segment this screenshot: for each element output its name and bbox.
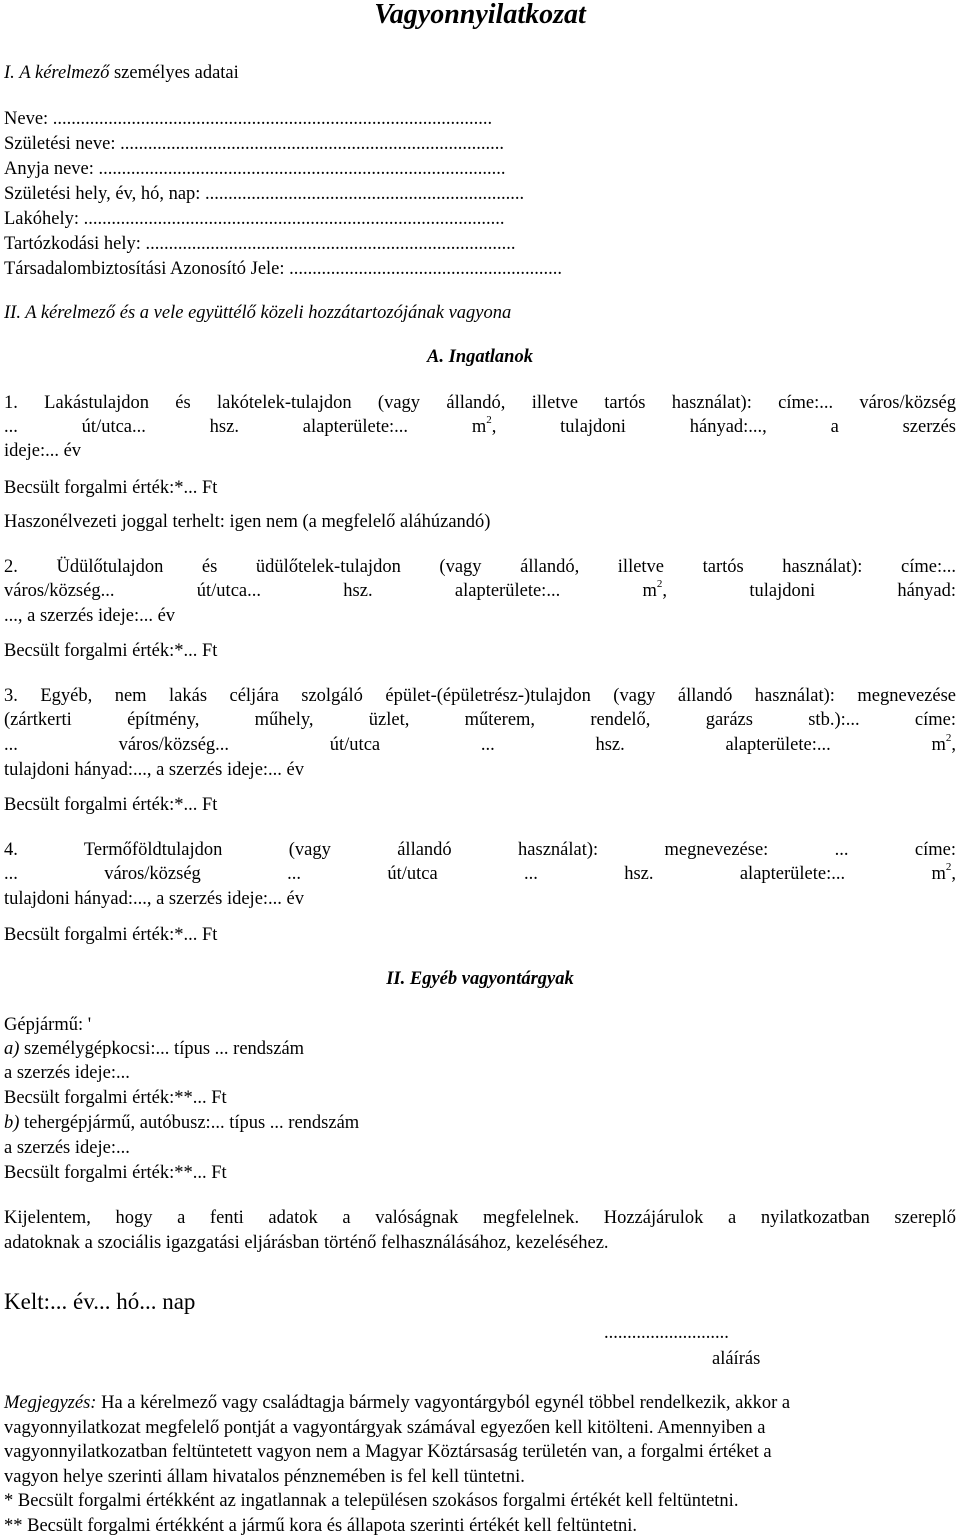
item1-line3: ideje:... év <box>4 441 82 461</box>
kelt-line: Kelt:... év... hó... nap <box>4 1289 196 1314</box>
field-name: Neve: ............................................................................................... <box>4 109 493 129</box>
signature-label: aláírás <box>712 1349 761 1369</box>
item3-value: Becsült forgalmi érték:*... Ft <box>4 795 218 815</box>
item3-line4: tulajdoni hányad:..., a szerzés ideje:... év <box>4 760 305 780</box>
declaration-line1: Kijelentem, hogy a fenti adatok a valóságnak megfelelnek. Hozzájárulok a nyilatkozatban szereplő <box>4 1208 956 1228</box>
truck-value: Becsült forgalmi érték:**... Ft <box>4 1163 227 1183</box>
field-residence: Lakóhely: ........................................................................................... <box>4 209 505 229</box>
subheading-ingatlanok: A. Ingatlanok <box>427 347 533 367</box>
field-birth-name: Születési neve: ................................................................................... <box>4 134 504 154</box>
item4-value: Becsült forgalmi érték:*... Ft <box>4 925 218 945</box>
note-line3: vagyonnyilatkozatban feltüntetett vagyon nem a Magyar Köztársaság területén van, a forgalmi értéket a <box>4 1442 772 1462</box>
note-line1: Megjegyzés: Ha a kérelmező vagy családtagja bármely vagyontárgyból egynél többel rendelkezik, akkor a <box>4 1393 791 1413</box>
car-line: a) személygépkocsi:... típus ... rendszám <box>4 1039 305 1059</box>
item4-line2: ... város/község ... út/utca ... hsz. alapterülete:... $m^2$, <box>4 860 956 884</box>
note-line4: vagyon helye szerinti állam hivatalos pénznemében is fel kell tüntetni. <box>4 1467 525 1487</box>
item2-line3: ..., a szerzés ideje:... év <box>4 606 176 626</box>
item4-line1: 4. Termőföldtulajdon (vagy állandó használat): megnevezése: ... címe: <box>4 840 956 860</box>
truck-date: a szerzés ideje:... <box>4 1138 130 1158</box>
field-stay-address: Tartózkodási hely: ................................................................................ <box>4 234 516 254</box>
item1-line2: ... út/utca... hsz. alapterülete:... $m^2$, tulajdoni hányad:..., a szerzés <box>4 413 957 437</box>
section-1-heading: I. A kérelmező személyes adatai <box>4 63 239 83</box>
footnote-2: ** Becsült forgalmi értékként a jármű kora és állapota szerinti értékét kell feltüntetni. <box>4 1516 638 1536</box>
item1-line1: 1. Lakástulajdon és lakótelek-tulajdon (vagy állandó, illetve tartós használat): címe:... város/község <box>4 393 956 413</box>
footnote-1: * Becsült forgalmi értékként az ingatlannak a településen szokásos forgalmi értékét kell feltüntetni. <box>4 1491 739 1511</box>
car-value: Becsült forgalmi érték:**... Ft <box>4 1088 227 1108</box>
truck-line: b) tehergépjármű, autóbusz:... típus ... rendszám <box>4 1113 360 1133</box>
section-2-heading: II. A kérelmező és a vele együttélő közeli hozzátartozójának vagyona <box>4 303 512 323</box>
section-other-assets-heading: II. Egyéb vagyontárgyak <box>386 969 574 989</box>
note-line2: vagyonnyilatkozat megfelelő pontját a vagyontárgyak számával egyezően kell kitölteni. Amennyiben a <box>4 1418 766 1438</box>
field-birth-place-date: Születési hely, év, hó, nap: ..................................................................... <box>4 184 525 204</box>
item1-value: Becsült forgalmi érték:*... Ft <box>4 478 218 498</box>
item3-line3: ... város/község... út/utca ... hsz. alapterülete:... $m^2$, <box>4 731 956 755</box>
item2-line1: 2. Üdülőtulajdon és üdülőtelek-tulajdon (vagy állandó, illetve tartós használat): címe:... <box>4 557 956 577</box>
item4-line3: tulajdoni hányad:..., a szerzés ideje:... év <box>4 889 305 909</box>
declaration-line2: adatoknak a szociális igazgatási eljárásban történő felhasználásához, kezeléséhez. <box>4 1233 609 1253</box>
field-taj-number: Társadalombiztosítási Azonosító Jele: ........................................................... <box>4 259 563 279</box>
vehicle-heading: Gépjármű: ' <box>4 1015 92 1035</box>
document-title: Vagyonnyilatkozat <box>374 0 586 30</box>
item2-value: Becsült forgalmi érték:*... Ft <box>4 641 218 661</box>
item3-line1: 3. Egyéb, nem lakás céljára szolgáló épület-(épületrész-)tulajdon (vagy állandó használat): megnevezése <box>4 686 956 706</box>
signature-dots: ........................... <box>604 1323 729 1343</box>
item1-usufruct: Haszonélvezeti joggal terhelt: igen nem (a megfelelő aláhúzandó) <box>4 512 491 532</box>
car-date: a szerzés ideje:... <box>4 1063 130 1083</box>
field-mother-name: Anyja neve: ........................................................................................ <box>4 159 506 179</box>
item3-line2: (zártkerti építmény, műhely, üzlet, műterem, rendelő, garázs stb.):... címe: <box>4 710 956 730</box>
item2-line2: város/község... út/utca... hsz. alapterülete:... $m^2$, tulajdoni hányad: <box>4 577 956 601</box>
